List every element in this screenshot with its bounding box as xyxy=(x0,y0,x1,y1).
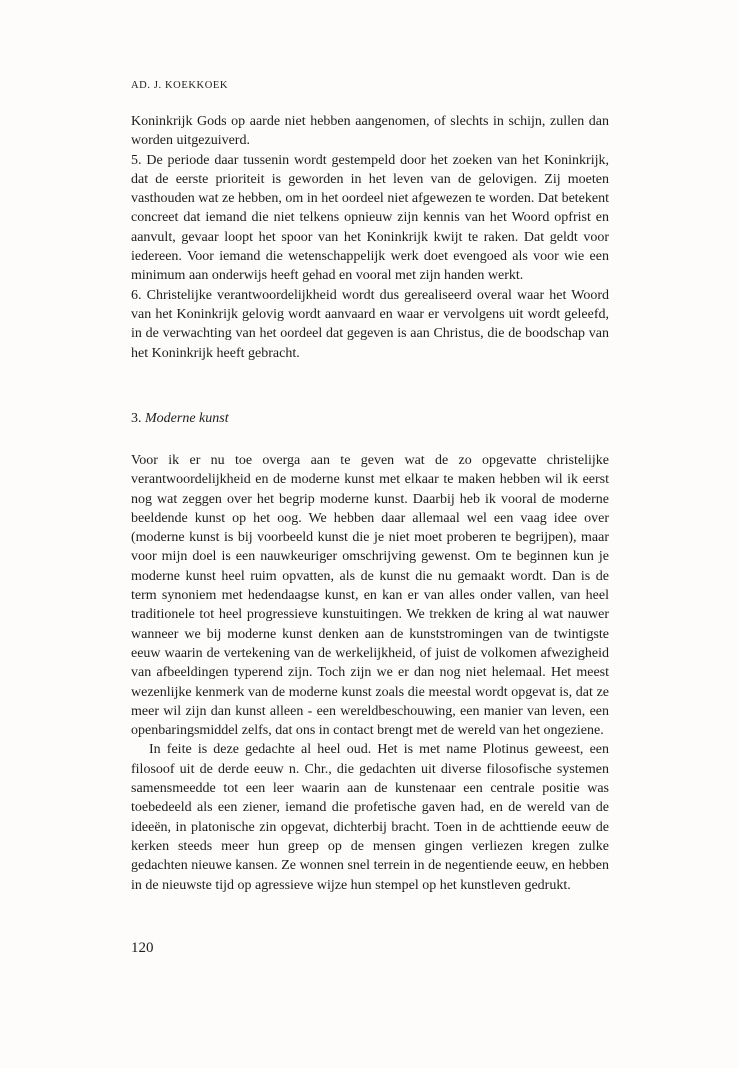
paragraph-modern-art-definition: Voor ik er nu toe overga aan te geven wat de zo opgevatte christelijke verantwoordelijkheid en de moderne kunst met elkaar te maken hebben wil ik eerst nog wat zeggen over het begrip moderne kunst. Daarbij heb ik vooral de moderne beeldende kunst op het oog. We hebben daar allemaal wel een vaag idee over (moderne kunst is bij voorbeeld kunst die je niet moet proberen te begrijpen), maar voor mijn doel is een nauwkeuriger omschrijving gewenst. Om te beginnen kun je moderne kunst heel ruim opvatten, als de kunst die nu gemaakt wordt. Dan is de term synoniem met hedendaagse kunst, en kan er van alles onder vallen, van heel traditionele tot heel progressieve kunstuitingen. We trekken de kring al wat nauwer wanneer we bij moderne kunst denken aan de kunststromingen van de twintigste eeuw waarin de vertekening van de werkelijkheid, of juist de volkomen afwezigheid van afbeeldingen typerend zijn. Toch zijn we er dan nog niet helemaal. Het meest wezenlijke kenmerk van de moderne kunst zoals die meestal wordt opgevat is, dat ze meer wil zijn dan kunst alleen - een wereldbeschouwing, een manier van leven, een openbaringsmiddel zelfs, dat ons in contact brengt met de wereld van het ongeziene. xyxy=(131,453,609,739)
section-title: Moderne kunst xyxy=(145,411,229,426)
text-block-section xyxy=(131,451,609,895)
section-heading xyxy=(131,411,229,427)
section-number: 3. xyxy=(131,411,142,426)
paragraph-point-6: 6. Christelijke verantwoordelijkheid wordt dus gerealiseerd overal waar het Woord van het Koninkrijk gelovig wordt aanvaard en waar er vervolgens uit wordt geleefd, in de verwachting van het oordeel dat gegeven is aan Christus, die de boodschap van het Koninkrijk heeft gebracht. xyxy=(131,287,609,361)
paragraph-plotinus: In feite is deze gedachte al heel oud. Het is met name Plotinus geweest, een filosoof uit de derde eeuw n. Chr., die gedachten uit diverse filosofische systemen samensmeedde tot een leer waarin aan de kunstenaar een centrale positie was toebedeeld als een ziener, iemand die profetische gaven had, en de wereld van de ideeën, in platonische zin opgevat, dichterbij bracht. Toen in de achttiende eeuw de kerken steeds meer hun greep op de mensen gingen verliezen kregen zulke gedachten nieuwe kansen. Ze wonnen snel terrein in de negentiende eeuw, en hebben in de nieuwste tijd op agressieve wijze hun stempel op het kunstleven gedrukt. xyxy=(131,742,609,893)
running-header: AD. J. KOEKKOEK xyxy=(131,80,229,91)
paragraph-point-5: 5. De periode daar tussenin wordt gestempeld door het zoeken van het Koninkrijk, dat de eerste prioriteit is geworden in het leven van de gelovigen. Zij moeten vasthouden wat ze hebben, om in het oordeel niet afgewezen te worden. Dat betekent concreet dat iemand die niet telkens opnieuw zijn kennis van het Woord opfrist en aanvult, gevaar loopt het spoor van het Koninkrijk kwijt te raken. Dat geldt voor iedereen. Voor iemand die wetenschappelijk werk doet evengoed als voor wie een minimum aan onderwijs heeft gehad en vooral met zijn handen werkt. xyxy=(131,152,609,284)
page-number: 120 xyxy=(131,940,154,956)
paragraph-continuation: Koninkrijk Gods op aarde niet hebben aangenomen, of slechts in schijn, zullen dan worden uitgezuiverd. xyxy=(131,114,609,149)
text-block-continuation xyxy=(131,112,609,363)
